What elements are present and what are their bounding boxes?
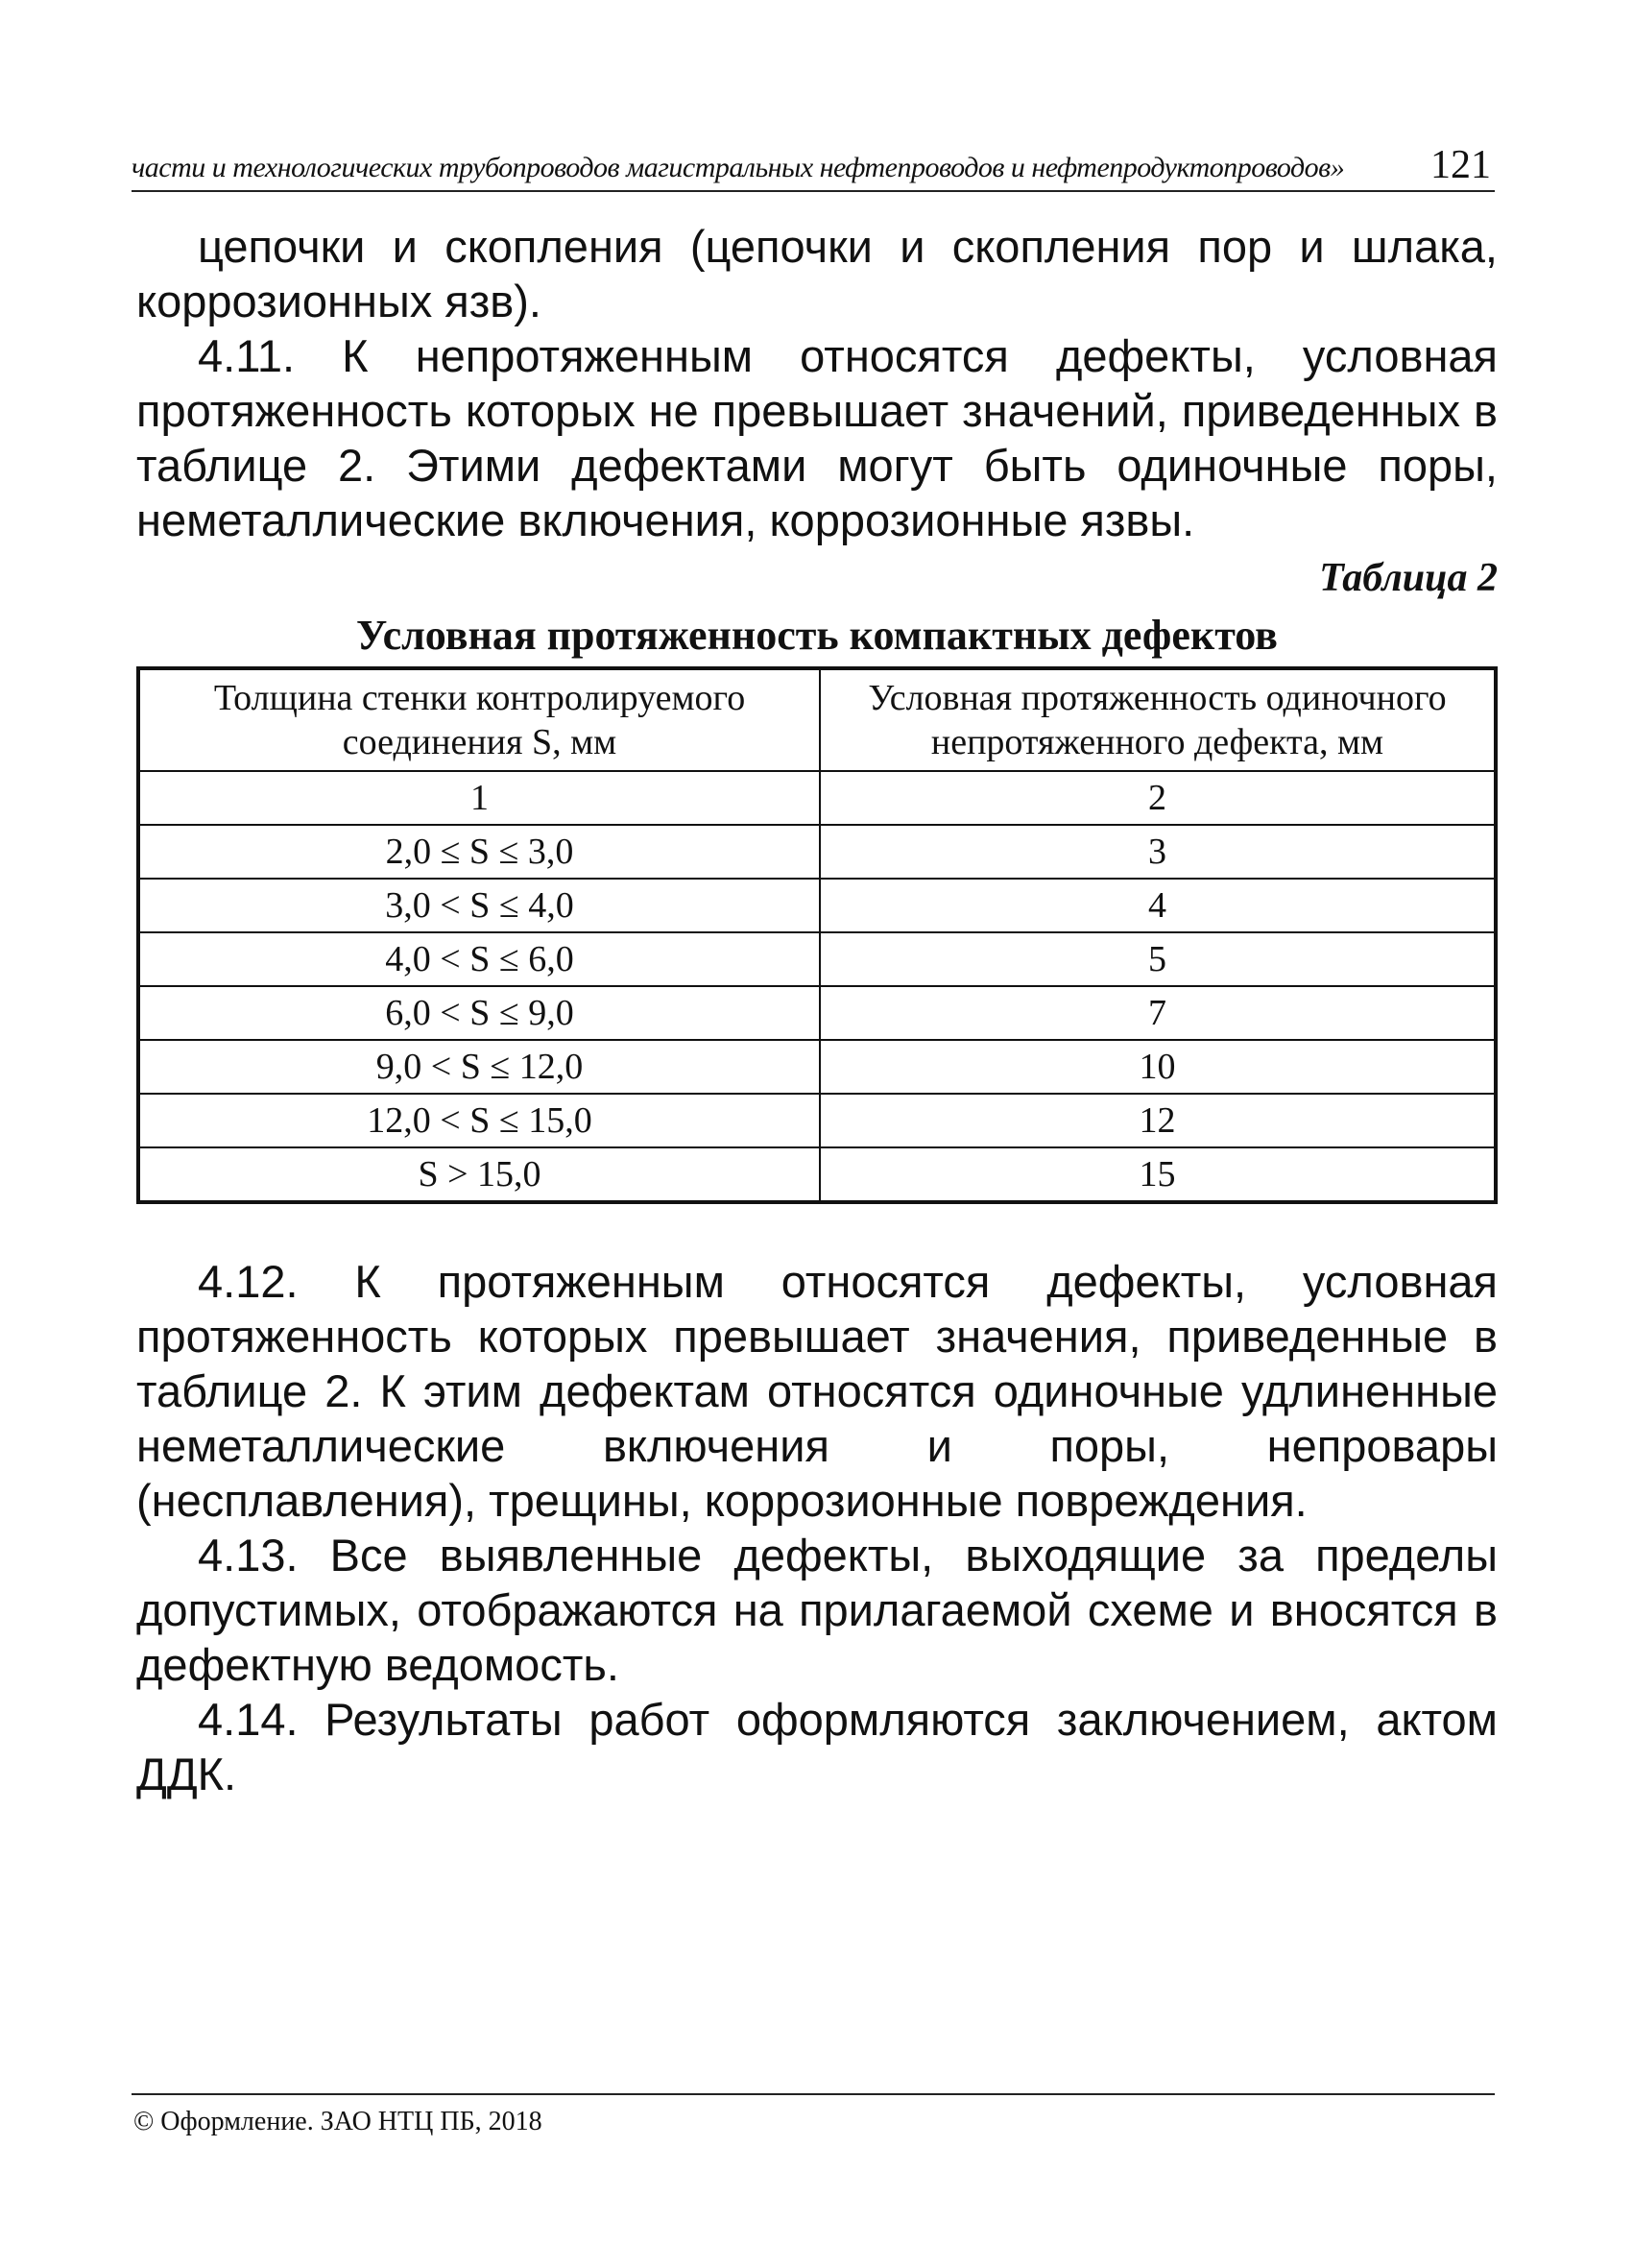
table-caption: Таблица 2 [1319,556,1498,600]
table-cell: S > 15,0 [138,1147,820,1202]
page-header [132,142,1495,192]
table-row [138,986,1496,1040]
table-row [138,1040,1496,1094]
column-header-length: Условная протяженность одиночного непротяженного дефекта, мм [820,668,1496,771]
table-row [138,1094,1496,1147]
table-cell: 2,0 ≤ S ≤ 3,0 [138,825,820,879]
table-row [138,1147,1496,1202]
paragraph: 4.14. Результаты работ оформляются заключением, актом ДДК. [136,1694,1498,1799]
column-header-thickness: Толщина стенки контролируемого соединения S, мм [138,668,820,771]
table-row [138,825,1496,879]
table-title: Условная протяженность компактных дефектов [356,612,1278,659]
table-header-row [138,668,1496,771]
table-cell: 6,0 < S ≤ 9,0 [138,986,820,1040]
table-cell: 12,0 < S ≤ 15,0 [138,1094,820,1147]
table-cell: 1 [138,771,820,825]
table-cell: 3,0 < S ≤ 4,0 [138,879,820,932]
table-cell: 5 [820,932,1496,986]
table-cell: 12 [820,1094,1496,1147]
defects-table [136,666,1498,1204]
paragraph: цепочки и скопления (цепочки и скопления пор и шлака, коррозионных язв). [136,221,1498,326]
table-cell: 9,0 < S ≤ 12,0 [138,1040,820,1094]
table-row [138,932,1496,986]
running-title: части и технологических трубопроводов магистральных нефтепроводов и нефтепродуктопроводов» [132,152,1345,183]
paragraph: 4.11. К непротяженным относятся дефекты, условная протяженность которых не превышает значений, приведенных в таблице 2. Этими дефектами могут быть одиночные поры, неметаллические включения, коррозионные язвы. [136,330,1498,545]
page-footer [132,2093,1495,2136]
table-cell: 4,0 < S ≤ 6,0 [138,932,820,986]
table-row [138,771,1496,825]
body-text-top [136,219,1498,547]
table-row [138,879,1496,932]
page-number: 121 [1430,143,1491,187]
table-cell: 3 [820,825,1496,879]
copyright-notice: © Оформление. ЗАО НТЦ ПБ, 2018 [133,2107,542,2136]
paragraph: 4.12. К протяженным относятся дефекты, условная протяженность которых превышает значения, приведенные в таблице 2. К этим дефектам относятся одиночные удлиненные неметаллические включения и поры, непровары (несплавления), трещины, коррозионные повреждения. [136,1256,1498,1526]
table-cell: 10 [820,1040,1496,1094]
body-text-bottom [136,1254,1498,1801]
table-cell: 4 [820,879,1496,932]
paragraph: 4.13. Все выявленные дефекты, выходящие за пределы допустимых, отображаются на прилагаемой схеме и вносятся в дефектную ведомость. [136,1530,1498,1690]
table-cell: 2 [820,771,1496,825]
table-cell: 15 [820,1147,1496,1202]
table-cell: 7 [820,986,1496,1040]
